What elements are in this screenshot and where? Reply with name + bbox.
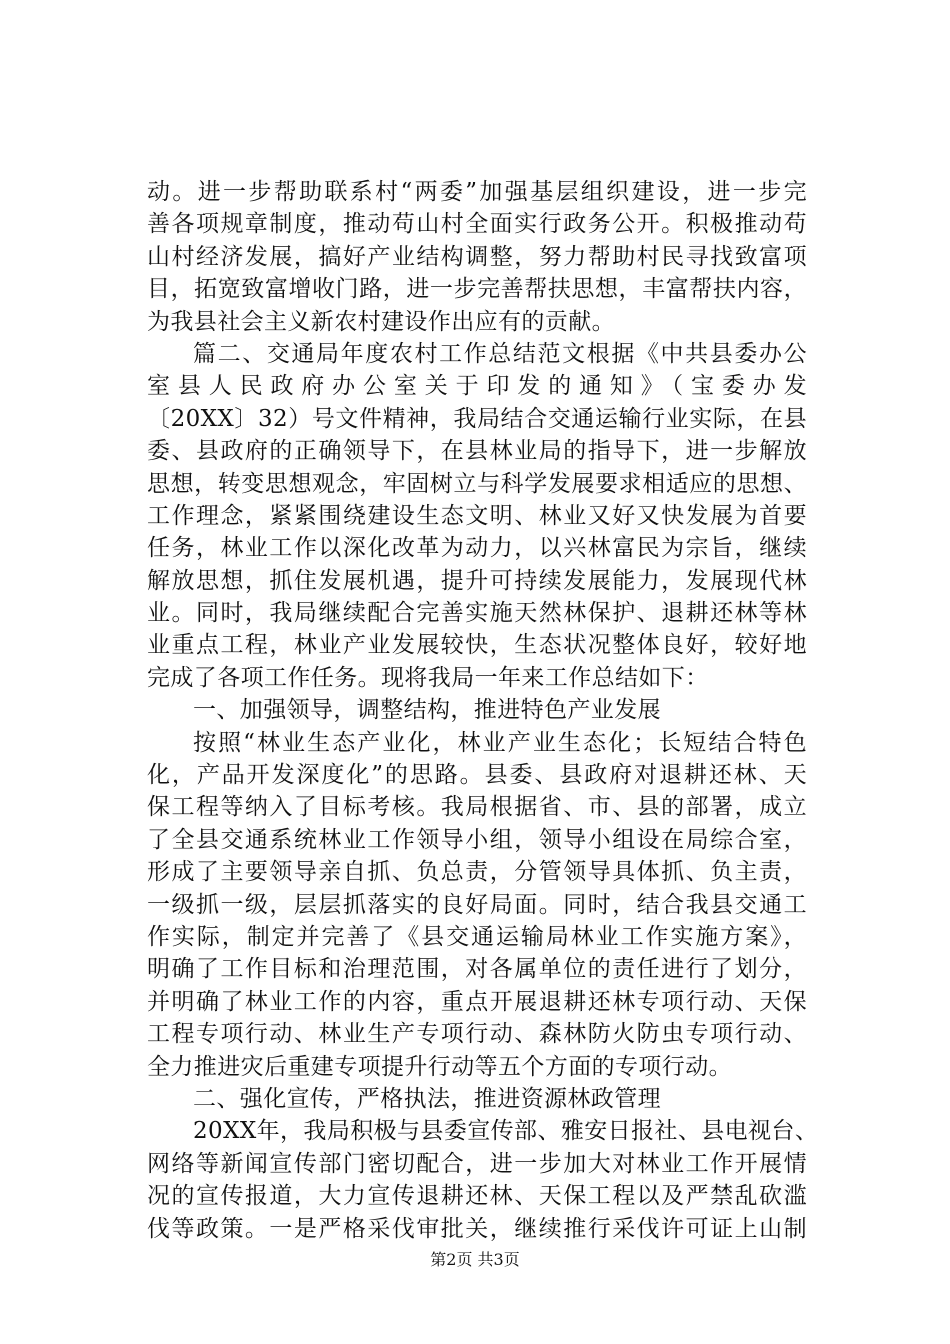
text-line: 业。同时，我局继续配合完善实施天然林保护、退耕还林等林 bbox=[147, 600, 807, 627]
text-line: 〔20XX〕32）号文件精神，我局结合交通运输行业实际，在县 bbox=[147, 405, 807, 432]
page-footer: 第2页 共3页 bbox=[430, 1250, 520, 1269]
text-line: 解放思想，抓住发展机遇，提升可持续发展能力，发展现代林 bbox=[147, 567, 807, 594]
text-line: 全力推进灾后重建专项提升行动等五个方面的专项行动。 bbox=[147, 1053, 732, 1080]
text-line: 二、强化宣传，严格执法，推进资源林政管理 bbox=[193, 1085, 661, 1112]
text-line: 山村经济发展，搞好产业结构调整，努力帮助村民寻找致富项 bbox=[147, 243, 807, 270]
text-line: 动。进一步帮助联系村“两委”加强基层组织建设，进一步完 bbox=[147, 179, 807, 205]
text-line: 完成了各项工作任务。现将我局一年来工作总结如下： bbox=[147, 664, 709, 691]
text-line: 保工程等纳入了目标考核。我局根据省、市、县的部署，成立 bbox=[147, 794, 807, 821]
text-line: 作实际，制定并完善了《县交通运输局林业工作实施方案》， bbox=[147, 923, 807, 950]
text-line: 目，拓宽致富增收门路，进一步完善帮扶思想，丰富帮扶内容， bbox=[147, 276, 807, 303]
text-line: 况的宣传报道，大力宣传退耕还林、天保工程以及严禁乱砍滥 bbox=[147, 1183, 807, 1210]
text-line: 化，产品开发深度化”的思路。县委、县政府对退耕还林、天 bbox=[147, 762, 807, 789]
text-line: 一、加强领导，调整结构，推进特色产业发展 bbox=[193, 697, 661, 724]
text-line: 明确了工作目标和治理范围，对各属单位的责任进行了划分， bbox=[147, 956, 807, 983]
text-line: 网络等新闻宣传部门密切配合，进一步加大对林业工作开展情 bbox=[147, 1150, 807, 1177]
text-line: 室县人民政府办公室关于印发的通知》（宝委办发 bbox=[147, 373, 807, 400]
text-line: 20XX年，我局积极与县委宣传部、雅安日报社、县电视台、 bbox=[193, 1118, 819, 1145]
text-line: 思想，转变思想观念，牢固树立与科学发展要求相适应的思想、 bbox=[147, 470, 807, 497]
text-line: 工程专项行动、林业生产专项行动、森林防火防虫专项行动、 bbox=[147, 1021, 807, 1048]
document-body bbox=[147, 176, 819, 1245]
text-line: 并明确了林业工作的内容，重点开展退耕还林专项行动、天保 bbox=[147, 988, 807, 1015]
text-line: 一级抓一级，层层抓落实的良好局面。同时，结合我县交通工 bbox=[147, 891, 807, 918]
text-line: 伐等政策。一是严格采伐审批关，继续推行采伐许可证上山制 bbox=[147, 1215, 807, 1242]
text-line: 工作理念，紧紧围绕建设生态文明、林业又好又快发展为首要 bbox=[147, 502, 807, 529]
text-line: 任务，林业工作以深化改革为动力，以兴林富民为宗旨，继续 bbox=[147, 535, 807, 562]
text-line: 篇二、交通局年度农村工作总结范文根据《中共县委办公 bbox=[193, 340, 807, 367]
text-line: 形成了主要领导亲自抓、负总责，分管领导具体抓、负主责， bbox=[147, 859, 807, 886]
text-line: 善各项规章制度，推动苟山村全面实行政务公开。积极推动苟 bbox=[147, 211, 807, 238]
text-line: 为我县社会主义新农村建设作出应有的贡献。 bbox=[147, 308, 615, 335]
text-line: 委、县政府的正确领导下，在县林业局的指导下，进一步解放 bbox=[147, 438, 807, 465]
text-line: 按照“林业生态产业化，林业产业生态化；长短结合特色 bbox=[193, 729, 807, 756]
text-line: 了全县交通系统林业工作领导小组，领导小组设在局综合室， bbox=[147, 826, 807, 853]
text-line: 业重点工程，林业产业发展较快，生态状况整体良好，较好地 bbox=[147, 632, 807, 659]
